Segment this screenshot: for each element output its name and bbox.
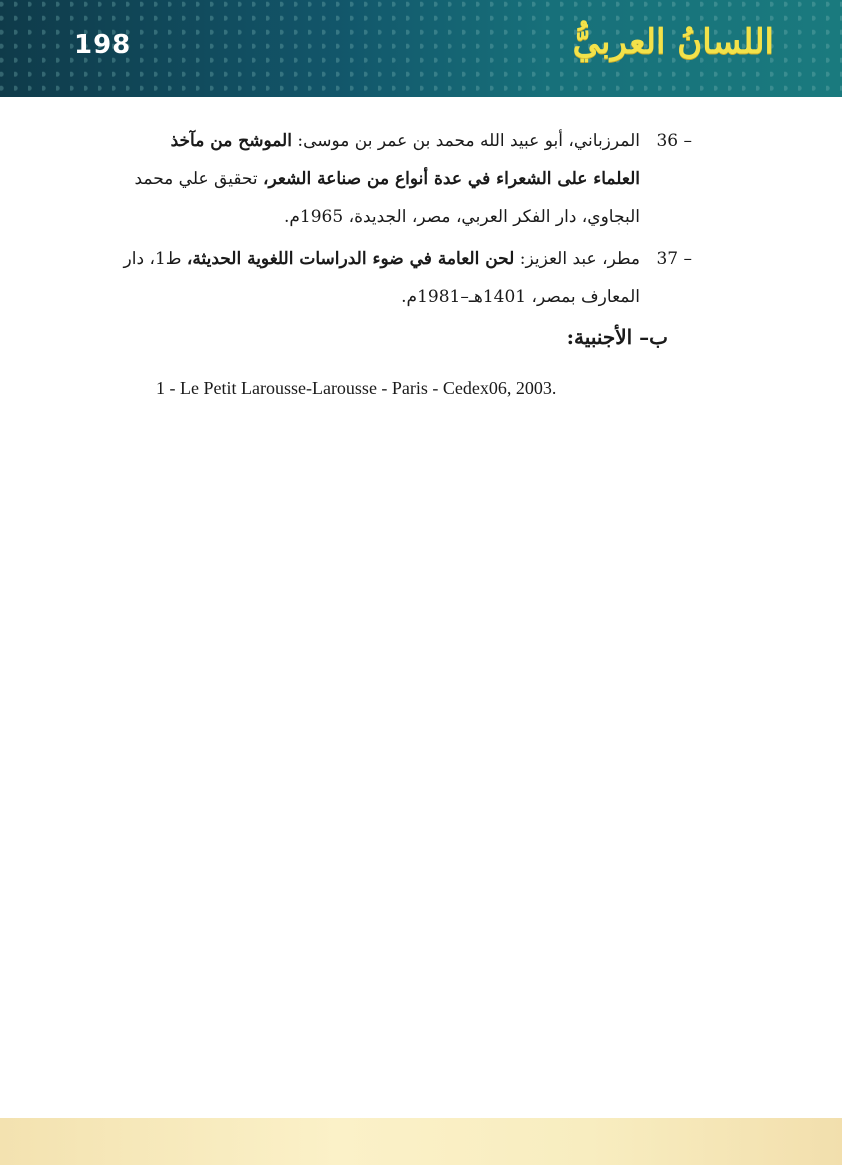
reference-author: المرزباني، أبو عبيد الله محمد بن عمر بن موسى: <box>297 131 640 151</box>
reference-number: 37 – <box>656 249 692 269</box>
reference-item <box>120 122 692 236</box>
foreign-section-heading: ب– الأجنبية: <box>566 325 668 349</box>
page-number: 198 <box>74 30 132 60</box>
journal-logo: اللسانُ العربيُّ <box>572 22 774 62</box>
page-header <box>0 0 842 97</box>
reference-details: ط1، دار المعارف بمصر، 1401هـ–1981م. <box>123 249 640 307</box>
reference-title: لحن العامة في ضوء الدراسات اللغوية الحديثة، <box>186 249 515 269</box>
reference-number: 36 – <box>656 131 692 151</box>
reference-author: مطر، عبد العزيز: <box>519 249 640 269</box>
page-footer <box>0 1118 842 1165</box>
references-content <box>120 122 692 354</box>
foreign-reference-item: 1 - Le Petit Larousse-Larousse - Paris - Cedex06, 2003. <box>156 378 557 398</box>
reference-title: الموشح من مآخذ العلماء على الشعراء في عدة أنواع من صناعة الشعر، <box>170 131 640 189</box>
reference-item <box>120 240 692 316</box>
reference-text <box>134 131 640 227</box>
reference-details: تحقيق علي محمد البجاوي، دار الفكر العربي، مصر، الجديدة، 1965م. <box>134 169 640 227</box>
reference-text <box>124 249 640 307</box>
